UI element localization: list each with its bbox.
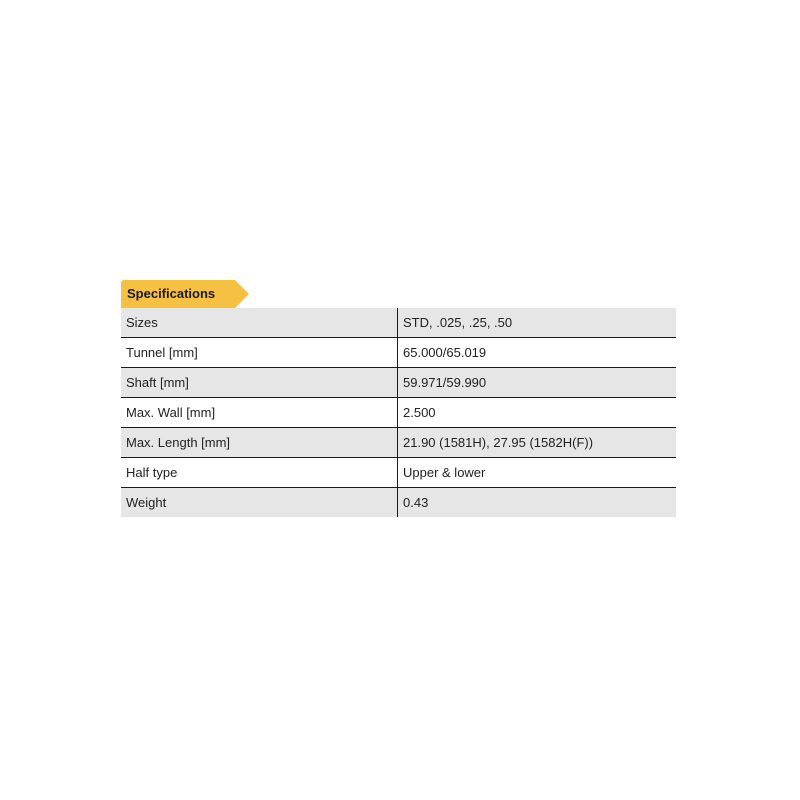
table-row — [121, 488, 676, 518]
table-row — [121, 338, 676, 368]
spec-value: STD, .025, .25, .50 — [398, 308, 677, 338]
spec-value: 0.43 — [398, 488, 677, 518]
spec-label: Weight — [121, 488, 398, 518]
table-row — [121, 428, 676, 458]
table-row — [121, 308, 676, 338]
spec-value: 2.500 — [398, 398, 677, 428]
spec-value: 59.971/59.990 — [398, 368, 677, 398]
specifications-table — [121, 308, 676, 517]
specifications-heading: Specifications — [121, 280, 235, 308]
spec-label: Half type — [121, 458, 398, 488]
specifications-section — [121, 280, 676, 517]
spec-label: Shaft [mm] — [121, 368, 398, 398]
spec-label: Max. Wall [mm] — [121, 398, 398, 428]
spec-value: Upper & lower — [398, 458, 677, 488]
table-row — [121, 458, 676, 488]
table-row — [121, 398, 676, 428]
table-row — [121, 368, 676, 398]
spec-value: 21.90 (1581H), 27.95 (1582H(F)) — [398, 428, 677, 458]
spec-value: 65.000/65.019 — [398, 338, 677, 368]
spec-label: Tunnel [mm] — [121, 338, 398, 368]
spec-label: Sizes — [121, 308, 398, 338]
spec-label: Max. Length [mm] — [121, 428, 398, 458]
